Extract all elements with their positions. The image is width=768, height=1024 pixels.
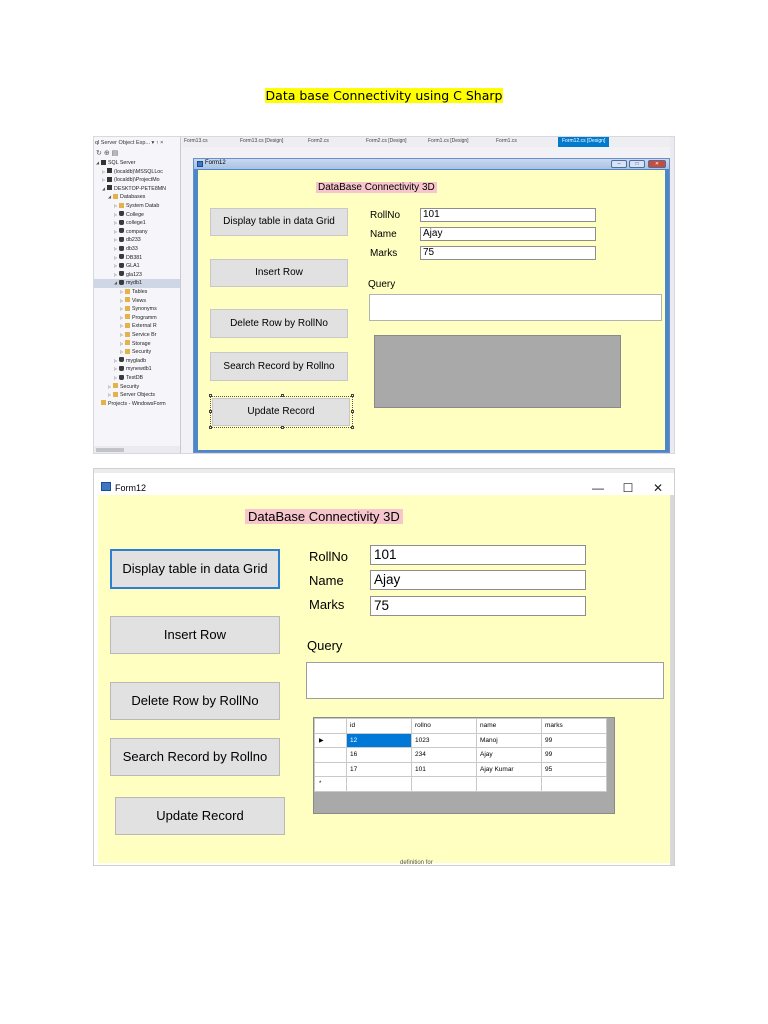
tree-node[interactable] (94, 245, 181, 254)
designer-marks-label: Marks (370, 248, 398, 259)
runtime-screenshot (93, 468, 675, 866)
tree-node[interactable] (94, 202, 181, 211)
tree-node-label: Storage (132, 340, 151, 347)
tree-node-label: gla123 (126, 271, 142, 278)
designer-query-label: Query (368, 279, 396, 290)
tree-node-label: TestDB (126, 375, 144, 381)
rollno-field[interactable]: 101 (370, 545, 586, 565)
designer-name-label: Name (370, 229, 397, 240)
tree-node-label: (localdb)\ProjectMo (114, 177, 160, 184)
tree-node-label: DB381 (126, 254, 143, 261)
query-textbox[interactable] (306, 662, 664, 699)
expand-arrow-icon[interactable]: ▷ (114, 228, 118, 234)
folder-icon (125, 323, 130, 328)
grid-cell[interactable]: 16 (347, 748, 412, 763)
tree-node-label: System Datab (126, 203, 160, 209)
tree-node[interactable] (94, 391, 181, 400)
expand-arrow-icon[interactable]: ◢ (114, 280, 118, 286)
database-icon (119, 246, 124, 251)
tree-node-label: SQL Server (108, 160, 136, 166)
tree-node[interactable] (94, 288, 181, 297)
database-icon (119, 357, 124, 362)
designer-form-client (198, 170, 665, 450)
document-tab[interactable]: Form2.cs (308, 138, 329, 144)
grid-header-row (315, 719, 607, 734)
database-icon (119, 228, 124, 233)
row-header-marker[interactable] (315, 762, 347, 777)
tree-node-label: mygladb (126, 357, 147, 364)
expand-arrow-icon[interactable]: ▷ (102, 168, 106, 174)
grid-cell[interactable] (477, 777, 542, 792)
resize-handle[interactable] (209, 426, 212, 429)
explorer-horizontal-scrollbar[interactable] (94, 446, 181, 454)
tree-node-label: Service Br (132, 332, 157, 338)
tree-node[interactable] (94, 374, 181, 383)
tree-node-label: mydb1 (126, 280, 142, 287)
tree-node[interactable] (94, 297, 181, 306)
designer-insert-row-button[interactable]: Insert Row (210, 259, 348, 287)
database-icon (119, 211, 124, 216)
designer-form-window[interactable] (193, 158, 670, 453)
resize-handle[interactable] (281, 394, 284, 397)
document-title (0, 88, 768, 103)
table-row[interactable] (315, 777, 607, 792)
folder-icon (101, 400, 106, 405)
row-header-marker[interactable]: * (315, 777, 347, 792)
tree-node-label: Security (120, 383, 140, 390)
expand-arrow-icon[interactable]: ▷ (114, 271, 118, 277)
tree-node-label: db33 (126, 246, 138, 252)
expand-arrow-icon[interactable]: ▷ (114, 203, 118, 208)
database-icon (119, 271, 124, 276)
database-icon (119, 280, 124, 285)
tree-node-label: mynewdb1 (126, 366, 152, 373)
runtime-form-title: Form12 (115, 483, 147, 493)
row-header-marker[interactable]: ▶ (315, 733, 347, 748)
database-icon (119, 254, 124, 259)
server-icon (101, 160, 106, 165)
expand-arrow-icon[interactable]: ▷ (120, 349, 124, 355)
document-tab-bar (182, 137, 675, 147)
tree-node[interactable] (94, 357, 181, 366)
expand-arrow-icon[interactable]: ▷ (120, 306, 124, 312)
tree-node-label: company (126, 228, 148, 235)
grid-column-header[interactable]: name (477, 719, 542, 734)
table-row[interactable] (315, 733, 607, 748)
expand-arrow-icon[interactable]: ◢ (108, 194, 112, 200)
grid-corner-header[interactable] (315, 719, 347, 734)
designer-rollno-label: RollNo (370, 210, 401, 221)
database-icon (119, 366, 124, 371)
tree-node[interactable] (94, 159, 181, 168)
rollno-label: RollNo (309, 549, 349, 564)
expand-arrow-icon[interactable]: ▷ (114, 357, 118, 363)
tree-node[interactable] (94, 219, 181, 228)
designer-heading-label: DataBase Connectivity 3D (318, 182, 435, 193)
expand-arrow-icon[interactable]: ▷ (108, 383, 112, 389)
minimize-icon[interactable]: — (592, 481, 604, 495)
folder-icon (113, 392, 118, 397)
tree-node-label: Databases (120, 194, 146, 201)
close-icon: ✕ (648, 160, 666, 168)
tree-node-label: db233 (126, 237, 141, 244)
grid-cell[interactable]: 234 (412, 748, 477, 763)
resize-handle[interactable] (281, 426, 284, 429)
grid-cell[interactable]: Manoj (477, 733, 542, 748)
background-caption-text: definition for (400, 860, 433, 866)
folder-icon (125, 340, 130, 345)
resize-handle[interactable] (209, 394, 212, 397)
tree-node-label: College (126, 211, 144, 218)
explorer-header: ql Server Object Exp... ▾ ↑ × (95, 140, 164, 146)
designer-search-record-button[interactable]: Search Record by Rollno (210, 352, 348, 381)
resize-handle[interactable] (351, 394, 354, 397)
database-icon (119, 375, 124, 380)
tree-node[interactable] (94, 331, 181, 340)
expand-arrow-icon[interactable]: ▷ (120, 323, 124, 329)
grid-cell[interactable]: 99 (542, 748, 607, 763)
folder-icon (125, 289, 130, 294)
grid-cell[interactable] (412, 777, 477, 792)
folder-icon (125, 306, 130, 311)
expand-arrow-icon[interactable]: ▷ (114, 375, 118, 380)
search-record-button[interactable]: Search Record by Rollno (110, 738, 280, 776)
expand-arrow-icon[interactable]: ▷ (114, 237, 118, 243)
resize-handle[interactable] (351, 410, 354, 413)
folder-icon (125, 297, 130, 302)
grid-cell[interactable] (347, 777, 412, 792)
expand-arrow-icon[interactable]: ◢ (102, 185, 106, 191)
update-record-button[interactable]: Update Record (115, 797, 285, 835)
tree-node[interactable] (94, 314, 181, 323)
folder-icon (125, 332, 130, 337)
expand-arrow-icon[interactable]: ▷ (120, 289, 124, 294)
designer-query-textbox[interactable] (369, 294, 662, 321)
add-server-icon[interactable]: ⊕ (103, 150, 110, 157)
scrollbar-thumb[interactable] (96, 448, 124, 452)
database-icon (119, 220, 124, 225)
tree-node-label: DESKTOP-PETE8MN (114, 185, 166, 192)
database-icon (119, 263, 124, 268)
explorer-toolbar (94, 149, 181, 159)
tree-node-label: Views (132, 297, 147, 304)
tree-node[interactable] (94, 211, 181, 220)
filter-icon[interactable]: ▤ (111, 150, 119, 157)
close-icon[interactable]: ✕ (652, 481, 664, 495)
folder-icon (113, 194, 118, 199)
runtime-titlebar (94, 473, 675, 495)
server-icon (107, 185, 112, 190)
expand-arrow-icon[interactable]: ▷ (120, 314, 124, 320)
tree-node-label: Tables (132, 289, 148, 295)
data-grid-view[interactable] (313, 717, 615, 814)
server-icon (107, 177, 112, 182)
selection-frame (210, 396, 353, 428)
document-tab[interactable]: Form1.cs (496, 138, 517, 144)
tree-node[interactable] (94, 254, 181, 263)
grid-column-header[interactable]: marks (542, 719, 607, 734)
tree-node-label: Programm (132, 314, 157, 321)
designer-marks-field[interactable]: 75 (420, 246, 596, 260)
insert-row-button[interactable]: Insert Row (110, 616, 280, 654)
expand-arrow-icon[interactable]: ▷ (120, 340, 124, 346)
marks-label: Marks (309, 597, 345, 612)
tree-node[interactable] (94, 322, 181, 331)
folder-icon (125, 349, 130, 354)
table-row[interactable] (315, 762, 607, 777)
expand-arrow-icon[interactable]: ▷ (108, 392, 112, 398)
display-grid-button[interactable]: Display table in data Grid (110, 549, 280, 589)
tree-node[interactable] (94, 365, 181, 374)
name-label: Name (309, 573, 344, 588)
server-icon (107, 168, 112, 173)
tree-node-label: (localdb)\MSSQLLoc (114, 168, 163, 175)
grid-cell[interactable]: 1023 (412, 733, 477, 748)
designer-update-record-button[interactable]: Update Record (212, 398, 350, 426)
document-tab[interactable]: Form2.cs [Design] (366, 138, 407, 144)
maximize-icon: □ (629, 160, 645, 168)
delete-row-button[interactable]: Delete Row by RollNo (110, 682, 280, 720)
designer-vertical-scrollbar[interactable] (670, 137, 675, 454)
tree-node[interactable] (94, 236, 181, 245)
sql-server-object-explorer (94, 137, 181, 454)
designer-rollno-field[interactable]: 101 (420, 208, 596, 222)
minimize-icon: – (611, 160, 627, 168)
tree-node[interactable] (94, 279, 181, 288)
expand-arrow-icon[interactable]: ▷ (114, 254, 118, 260)
designer-display-grid-button[interactable]: Display table in data Grid (210, 208, 348, 236)
grid-cell[interactable]: Ajay Kumar (477, 762, 542, 777)
grid-cell[interactable]: 95 (542, 762, 607, 777)
designer-delete-row-button[interactable]: Delete Row by RollNo (210, 309, 348, 338)
expand-arrow-icon[interactable]: ◢ (96, 160, 100, 165)
grid-column-header[interactable]: rollno (412, 719, 477, 734)
expand-arrow-icon[interactable]: ▷ (114, 263, 118, 269)
grid-cell[interactable] (542, 777, 607, 792)
form-icon (101, 482, 111, 491)
grid-cell[interactable]: 99 (542, 733, 607, 748)
tree-node[interactable] (94, 193, 181, 202)
data-grid-table (314, 718, 607, 792)
tree-node-label: Server Objects (120, 392, 156, 399)
form-icon (197, 161, 203, 167)
expand-arrow-icon[interactable]: ▷ (102, 177, 106, 183)
designer-screenshot (93, 136, 675, 454)
tree-node[interactable] (94, 400, 181, 409)
runtime-heading-label: DataBase Connectivity 3D (245, 509, 403, 524)
document-tab[interactable]: Form1.cs [Design] (428, 138, 469, 144)
tree-node[interactable] (94, 176, 181, 185)
query-label: Query (307, 638, 343, 653)
tree-node-label: GLA1 (126, 263, 140, 270)
expand-arrow-icon[interactable]: ▷ (114, 211, 118, 217)
designer-data-grid[interactable] (374, 335, 621, 408)
resize-handle[interactable] (209, 410, 212, 413)
expand-arrow-icon[interactable]: ▷ (114, 246, 118, 251)
maximize-icon[interactable]: ☐ (622, 481, 634, 495)
tree-node[interactable] (94, 185, 181, 194)
database-icon (119, 237, 124, 242)
row-header-marker[interactable] (315, 748, 347, 763)
grid-cell[interactable]: 17 (347, 762, 412, 777)
tree-node[interactable] (94, 271, 181, 280)
tree-node-label: Projects - WindowsForm (108, 400, 166, 407)
tree-node-label: Synonyms (132, 306, 157, 313)
tree-node[interactable] (94, 305, 181, 314)
document-tab[interactable]: Form13.cs (184, 138, 208, 144)
grid-cell[interactable]: Ajay (477, 748, 542, 763)
tree-node[interactable] (94, 228, 181, 237)
tree-node[interactable] (94, 340, 181, 349)
name-field[interactable]: Ajay (370, 570, 586, 590)
designer-form-titlebar (194, 159, 669, 169)
expand-arrow-icon[interactable]: ▷ (114, 220, 118, 226)
folder-icon (113, 383, 118, 388)
refresh-icon[interactable]: ↻ (96, 150, 102, 157)
folder-icon (125, 314, 130, 319)
window-right-edge (670, 495, 675, 866)
tree-node[interactable] (94, 168, 181, 177)
tree-node[interactable] (94, 262, 181, 271)
tree-node-label: Security (132, 349, 152, 356)
tree-node[interactable] (94, 383, 181, 392)
runtime-form-client (98, 495, 672, 863)
document-tab[interactable]: Form13.cs [Design] (240, 138, 284, 144)
document-tab[interactable]: Form12.cs [Design] (558, 137, 609, 147)
expand-arrow-icon[interactable]: ▷ (120, 332, 124, 337)
tree-node-label: External R (132, 323, 157, 330)
expand-arrow-icon[interactable]: ▷ (120, 297, 124, 303)
resize-handle[interactable] (351, 426, 354, 429)
designer-form-title: Form12 (205, 160, 226, 166)
grid-column-header[interactable]: id (347, 719, 412, 734)
tree-node[interactable] (94, 348, 181, 357)
folder-icon (119, 203, 124, 208)
designer-name-field[interactable]: Ajay (420, 227, 596, 241)
marks-field[interactable]: 75 (370, 596, 586, 616)
grid-cell[interactable]: 101 (412, 762, 477, 777)
tree-node-label: college1 (126, 220, 146, 227)
document-title-text: Data base Connectivity using C Sharp (265, 88, 503, 103)
table-row[interactable] (315, 748, 607, 763)
grid-cell[interactable]: 12 (347, 733, 412, 748)
expand-arrow-icon[interactable]: ▷ (114, 366, 118, 372)
